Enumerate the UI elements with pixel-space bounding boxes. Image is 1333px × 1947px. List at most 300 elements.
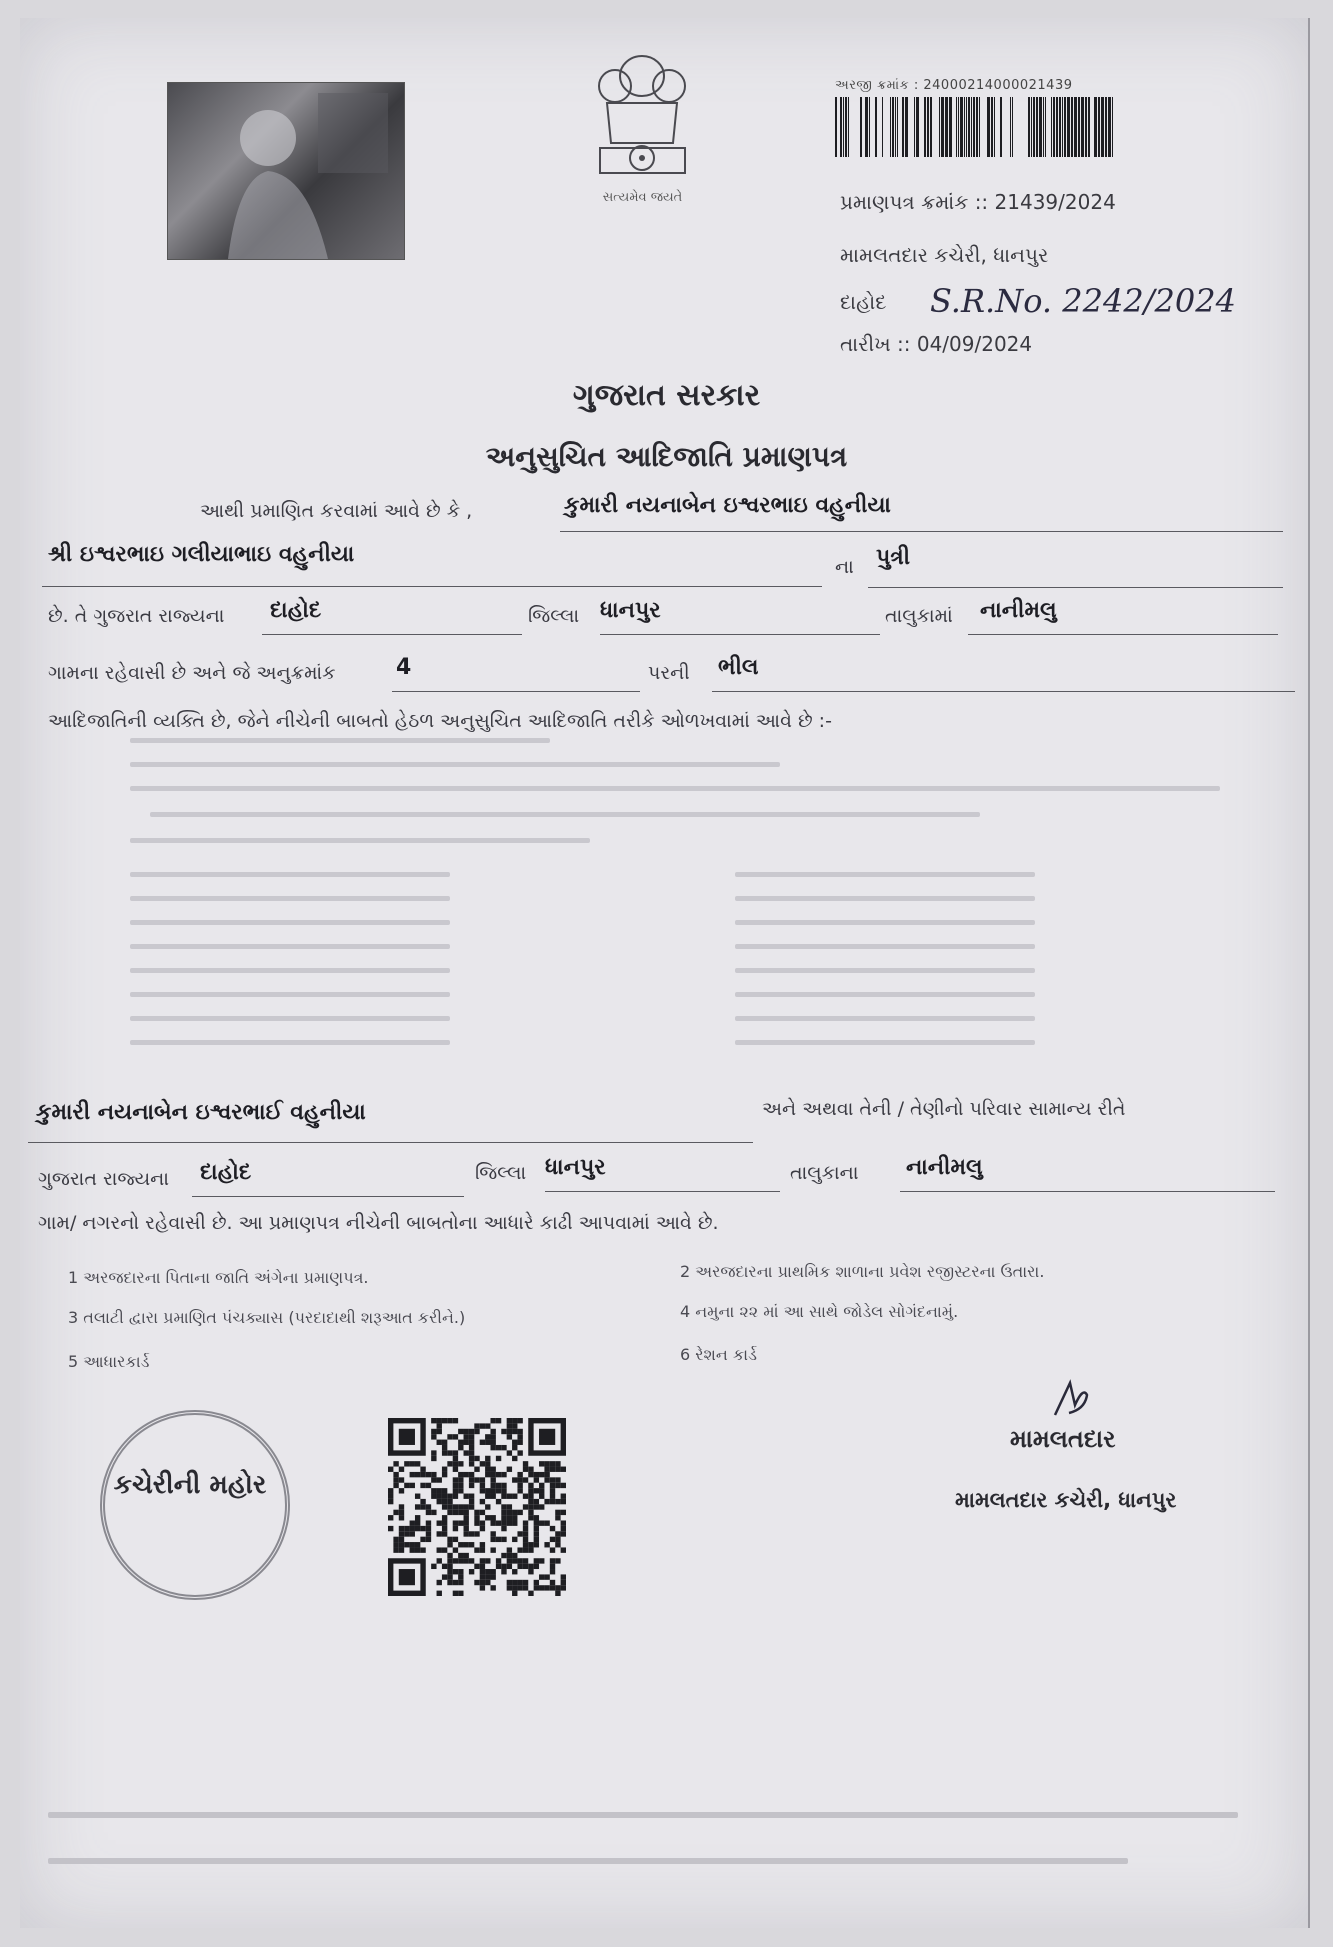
qr-module [469, 1494, 474, 1499]
qr-module [550, 1558, 555, 1563]
qr-module [464, 1440, 469, 1445]
qr-module [442, 1504, 447, 1509]
qr-module [420, 1526, 425, 1531]
qr-module [539, 1558, 544, 1563]
qr-module [453, 1591, 458, 1596]
barcode-bar [875, 97, 877, 157]
qr-module [453, 1494, 458, 1499]
qr-module [437, 1440, 442, 1445]
qr-module [480, 1547, 485, 1552]
qr-module [550, 1537, 555, 1542]
qr-module [431, 1429, 436, 1434]
qr-module [426, 1537, 431, 1542]
qr-module [431, 1450, 436, 1455]
qr-module [517, 1472, 522, 1477]
barcode-bar [949, 97, 952, 157]
qr-module [431, 1564, 436, 1569]
qr-module [512, 1418, 517, 1423]
qr-module [561, 1520, 566, 1525]
barcode-bar [835, 97, 837, 157]
qr-module [415, 1520, 420, 1525]
qr-module [458, 1504, 463, 1509]
qr-module [523, 1520, 528, 1525]
qr-module [544, 1585, 549, 1590]
district: દાહોદ [270, 598, 322, 623]
qr-module [544, 1461, 549, 1466]
barcode-bar [941, 97, 944, 157]
qr-module [458, 1553, 463, 1558]
qr-module [485, 1440, 490, 1445]
qr-module [464, 1515, 469, 1520]
qr-module [469, 1569, 474, 1574]
qr-module [447, 1553, 452, 1558]
barcode-bar [960, 97, 963, 157]
qr-module [442, 1547, 447, 1552]
village-2: નાનીમલુ [906, 1155, 983, 1180]
qr-module [447, 1537, 452, 1542]
qr-module [490, 1477, 495, 1482]
qr-module [480, 1483, 485, 1488]
qr-module [555, 1483, 560, 1488]
legal-reference-line [150, 812, 980, 817]
district-2: દાહોદ [200, 1160, 252, 1185]
qr-module [550, 1585, 555, 1590]
qr-module [399, 1467, 404, 1472]
name-repeat: કુમારી નયનાબેન ઇશ્વરભાઈ વહુનીયા [36, 1100, 366, 1125]
qr-module [469, 1456, 474, 1461]
barcode-bar [1036, 97, 1038, 157]
qr-module [507, 1429, 512, 1434]
qr-module [480, 1423, 485, 1428]
qr-module [410, 1472, 415, 1477]
qr-module [496, 1537, 501, 1542]
qr-module [534, 1542, 539, 1547]
barcode-bar [966, 97, 967, 157]
qr-module [464, 1553, 469, 1558]
family-label: અને અથવા તેની / તેણીનો પરિવાર સામાન્ય રીતે [762, 1098, 1126, 1120]
legal-reference-line-left [130, 920, 450, 925]
qr-module [469, 1531, 474, 1536]
qr-module [490, 1472, 495, 1477]
qr-module [442, 1472, 447, 1477]
qr-module [528, 1467, 533, 1472]
qr-module [415, 1494, 420, 1499]
qr-module [437, 1418, 442, 1423]
taluka: ધાનપુર [600, 598, 661, 623]
qr-module [447, 1434, 452, 1439]
qr-module [399, 1537, 404, 1542]
qr-module [485, 1494, 490, 1499]
qr-module [512, 1445, 517, 1450]
qr-module [453, 1558, 458, 1563]
government-title: ગુજરાત સરકાર [572, 378, 761, 413]
qr-module [517, 1434, 522, 1439]
qr-module [453, 1504, 458, 1509]
qr-module [464, 1494, 469, 1499]
qr-finder-inner [399, 1429, 415, 1445]
qr-module [523, 1504, 528, 1509]
barcode-bar [895, 97, 896, 157]
barcode-bar [1010, 97, 1011, 157]
barcode-bar [1098, 97, 1100, 157]
qr-module [512, 1553, 517, 1558]
qr-module [469, 1461, 474, 1466]
qr-module [453, 1418, 458, 1423]
qr-module [431, 1434, 436, 1439]
qr-module [480, 1526, 485, 1531]
qr-module [458, 1483, 463, 1488]
qr-module [480, 1510, 485, 1515]
qr-module [469, 1472, 474, 1477]
qr-module [517, 1477, 522, 1482]
qr-module [453, 1537, 458, 1542]
qr-module [464, 1510, 469, 1515]
qr-module [469, 1429, 474, 1434]
qr-module [464, 1429, 469, 1434]
legal-reference-line-left [130, 1040, 450, 1045]
qr-module [539, 1574, 544, 1579]
qr-module [561, 1494, 566, 1499]
qr-module [453, 1510, 458, 1515]
qr-module [528, 1591, 533, 1596]
qr-module [485, 1434, 490, 1439]
qr-module [420, 1504, 425, 1509]
qr-module [534, 1520, 539, 1525]
qr-module [480, 1440, 485, 1445]
qr-module [555, 1591, 560, 1596]
qr-module [561, 1467, 566, 1472]
qr-module [490, 1418, 495, 1423]
qr-module [426, 1510, 431, 1515]
barcode-bar [890, 97, 891, 157]
qr-module [512, 1558, 517, 1563]
tribe-sentence: આદિજાતિની વ્યક્તિ છે, જેને નીચેની બાબતો હેઠળ અનુસુચિત આદિજાતિ તરીકે ઓળખવામાં આવે છે :- [48, 710, 832, 732]
qr-module [528, 1483, 533, 1488]
barcode-bar [987, 97, 990, 157]
legal-reference-line-right [735, 1016, 1035, 1021]
qr-module [517, 1440, 522, 1445]
qr-module [480, 1558, 485, 1563]
legal-reference-line-right [735, 896, 1035, 901]
barcode-bar [1112, 97, 1113, 157]
qr-module [496, 1483, 501, 1488]
qr-module [442, 1440, 447, 1445]
qr-module [512, 1456, 517, 1461]
certificate-number-label: પ્રમાણપત્ર ક્રમાંક :: [840, 190, 989, 214]
legal-reference-line-right [735, 920, 1035, 925]
qr-module [431, 1510, 436, 1515]
qr-module [517, 1564, 522, 1569]
legal-reference-line-left [130, 968, 450, 973]
qr-module [485, 1574, 490, 1579]
qr-module [550, 1467, 555, 1472]
barcode-bar [1028, 97, 1030, 157]
qr-module [507, 1450, 512, 1455]
document-item-3: 3 તલાટી દ્વારા પ્રમાણિત પંચક્યાસ (પરદાદાથી શરૂઆત કરીને.) [68, 1308, 466, 1327]
legal-reference-line [130, 786, 1220, 791]
qr-module [561, 1526, 566, 1531]
qr-module [501, 1564, 506, 1569]
qr-module [550, 1483, 555, 1488]
qr-module [523, 1564, 528, 1569]
qr-module [507, 1585, 512, 1590]
qr-module [555, 1499, 560, 1504]
qr-module [453, 1450, 458, 1455]
document-item-1: 1 અરજદારના પિતાના જાતિ અંગેના પ્રમાણપત્ર. [68, 1268, 369, 1287]
applicant-photo [167, 82, 405, 260]
qr-module [512, 1520, 517, 1525]
qr-module [388, 1515, 393, 1520]
legal-reference-line-left [130, 872, 450, 877]
legal-reference-line [130, 738, 550, 743]
state-label: છે. તે ગુજરાત રાજ્યના [48, 605, 225, 627]
qr-module [517, 1558, 522, 1563]
qr-module [393, 1461, 398, 1466]
qr-module [485, 1456, 490, 1461]
qr-module [501, 1488, 506, 1493]
qr-module [453, 1467, 458, 1472]
qr-module [447, 1418, 452, 1423]
barcode-bar [991, 97, 993, 157]
father-name-field [42, 542, 822, 587]
qr-module [458, 1461, 463, 1466]
barcode-bar [1045, 97, 1046, 157]
qr-module [512, 1591, 517, 1596]
application-number: અરજી ક્રમાંક : 24000214000021439 [835, 78, 1073, 93]
barcode-bar [971, 97, 972, 157]
barcode-bar [1094, 97, 1097, 157]
footnote-line [48, 1858, 1128, 1864]
qr-module [437, 1477, 442, 1482]
qr-module [523, 1461, 528, 1466]
qr-module [523, 1526, 528, 1531]
qr-module [431, 1418, 436, 1423]
qr-module [512, 1569, 517, 1574]
qr-module [464, 1434, 469, 1439]
qr-module [496, 1472, 501, 1477]
issuing-office: મામલતદાર કચેરી, ધાનપુર [840, 243, 1049, 267]
qr-module [517, 1531, 522, 1536]
qr-module [528, 1564, 533, 1569]
issue-date-value: 04/09/2024 [916, 332, 1033, 356]
barcode-bar [1031, 97, 1032, 157]
qr-module [555, 1467, 560, 1472]
barcode-bar [892, 97, 894, 157]
qr-module [544, 1499, 549, 1504]
legal-reference-line-right [735, 1040, 1035, 1045]
qr-module [447, 1499, 452, 1504]
legal-reference-line [130, 838, 590, 843]
qr-module [474, 1467, 479, 1472]
qr-module [539, 1488, 544, 1493]
qr-module [517, 1450, 522, 1455]
jilla-label: જિલ્લા [528, 605, 580, 627]
barcode-bar [865, 97, 868, 157]
qr-module [555, 1537, 560, 1542]
qr-module [393, 1510, 398, 1515]
qr-module [404, 1531, 409, 1536]
qr-code [388, 1418, 566, 1596]
emblem-motto: સત્યમેવ જયતે [602, 190, 683, 205]
na-label: ના [835, 556, 854, 578]
qr-module [431, 1477, 436, 1482]
qr-module [474, 1510, 479, 1515]
qr-module [458, 1574, 463, 1579]
qr-module [534, 1499, 539, 1504]
qr-module [507, 1418, 512, 1423]
qr-module [393, 1537, 398, 1542]
jilla-label-2: જિલ્લા [475, 1162, 527, 1184]
qr-module [458, 1580, 463, 1585]
qr-module [442, 1494, 447, 1499]
qr-module [420, 1547, 425, 1552]
qr-module [480, 1580, 485, 1585]
qr-module [496, 1558, 501, 1563]
qr-module [528, 1472, 533, 1477]
qr-module [480, 1564, 485, 1569]
signature-mark-icon [1045, 1375, 1095, 1425]
qr-module [539, 1472, 544, 1477]
barcode-bar [973, 97, 975, 157]
barcode-bar [1051, 97, 1052, 157]
qr-module [507, 1434, 512, 1439]
qr-module [523, 1542, 528, 1547]
barcode-bar [945, 97, 948, 157]
legal-reference-line-left [130, 896, 450, 901]
qr-module [393, 1472, 398, 1477]
qr-module [426, 1526, 431, 1531]
qr-module [453, 1456, 458, 1461]
legal-reference-line-left [130, 1016, 450, 1021]
qr-module [496, 1499, 501, 1504]
barcode-bar [930, 97, 932, 157]
qr-module [528, 1547, 533, 1552]
qr-module [512, 1440, 517, 1445]
qr-module [555, 1542, 560, 1547]
qr-module [447, 1564, 452, 1569]
qr-module [474, 1580, 479, 1585]
qr-module [464, 1504, 469, 1509]
qr-module [426, 1504, 431, 1509]
qr-module [393, 1547, 398, 1552]
qr-module [528, 1488, 533, 1493]
qr-module [539, 1483, 544, 1488]
qr-module [550, 1477, 555, 1482]
qr-module [458, 1445, 463, 1450]
qr-module [415, 1504, 420, 1509]
qr-module [469, 1542, 474, 1547]
qr-module [469, 1483, 474, 1488]
qr-module [561, 1499, 566, 1504]
district-field-2 [192, 1160, 464, 1197]
qr-module [544, 1477, 549, 1482]
qr-module [550, 1569, 555, 1574]
qr-module [410, 1531, 415, 1536]
barcode-bar [1043, 97, 1044, 157]
qr-module [550, 1494, 555, 1499]
qr-module [534, 1472, 539, 1477]
qr-module [555, 1585, 560, 1590]
qr-module [501, 1515, 506, 1520]
relation: પુત્રી [876, 545, 911, 570]
certificate-title: અનુસુચિત આદિજાતિ પ્રમાણપત્ર [485, 440, 848, 473]
qr-module [442, 1418, 447, 1423]
barcode-bar [1081, 97, 1084, 157]
qr-module [485, 1515, 490, 1520]
qr-module [437, 1591, 442, 1596]
village-field-2 [900, 1155, 1275, 1192]
qr-module [490, 1488, 495, 1493]
qr-module [507, 1553, 512, 1558]
qr-module [539, 1520, 544, 1525]
document-item-5: 5 આધારકાર્ડ [68, 1352, 150, 1371]
application-number-value: 24000214000021439 [923, 78, 1073, 93]
qr-module [458, 1477, 463, 1482]
qr-module [523, 1585, 528, 1590]
qr-module [523, 1531, 528, 1536]
qr-module [539, 1504, 544, 1509]
qr-module [485, 1488, 490, 1493]
qr-module [442, 1564, 447, 1569]
qr-module [550, 1526, 555, 1531]
qr-module [528, 1504, 533, 1509]
qr-module [501, 1494, 506, 1499]
qr-module [490, 1445, 495, 1450]
qr-module [437, 1547, 442, 1552]
qr-module [485, 1423, 490, 1428]
barcode-bar [927, 97, 929, 157]
qr-module [415, 1547, 420, 1552]
qr-module [544, 1542, 549, 1547]
barcode-bar [848, 97, 849, 157]
qr-module [490, 1574, 495, 1579]
village: નાનીમલુ [980, 598, 1057, 623]
barcode-bar [882, 97, 883, 157]
qr-module [474, 1456, 479, 1461]
legal-reference-line-left [130, 992, 450, 997]
tribe-field [712, 655, 1295, 692]
barcode-bar [994, 97, 995, 157]
qr-module [420, 1483, 425, 1488]
qr-module [490, 1515, 495, 1520]
qr-module [447, 1558, 452, 1563]
qr-module [447, 1542, 452, 1547]
qr-module [528, 1569, 533, 1574]
qr-module [501, 1510, 506, 1515]
qr-module [447, 1450, 452, 1455]
qr-module [442, 1574, 447, 1579]
barcode-bar [840, 97, 842, 157]
qr-module [464, 1472, 469, 1477]
serial-number-field [392, 655, 640, 692]
qr-module [480, 1499, 485, 1504]
photo-figure-icon [168, 83, 404, 259]
qr-module [415, 1526, 420, 1531]
qr-module [534, 1558, 539, 1563]
qr-module [523, 1558, 528, 1563]
qr-module [458, 1472, 463, 1477]
qr-module [437, 1558, 442, 1563]
barcode-bar [1039, 97, 1042, 157]
qr-module [534, 1488, 539, 1493]
qr-module [480, 1520, 485, 1525]
qr-module [399, 1542, 404, 1547]
qr-module [420, 1537, 425, 1542]
barcode-bar [1071, 97, 1073, 157]
qr-module [437, 1429, 442, 1434]
qr-module [415, 1461, 420, 1466]
qr-module [485, 1558, 490, 1563]
